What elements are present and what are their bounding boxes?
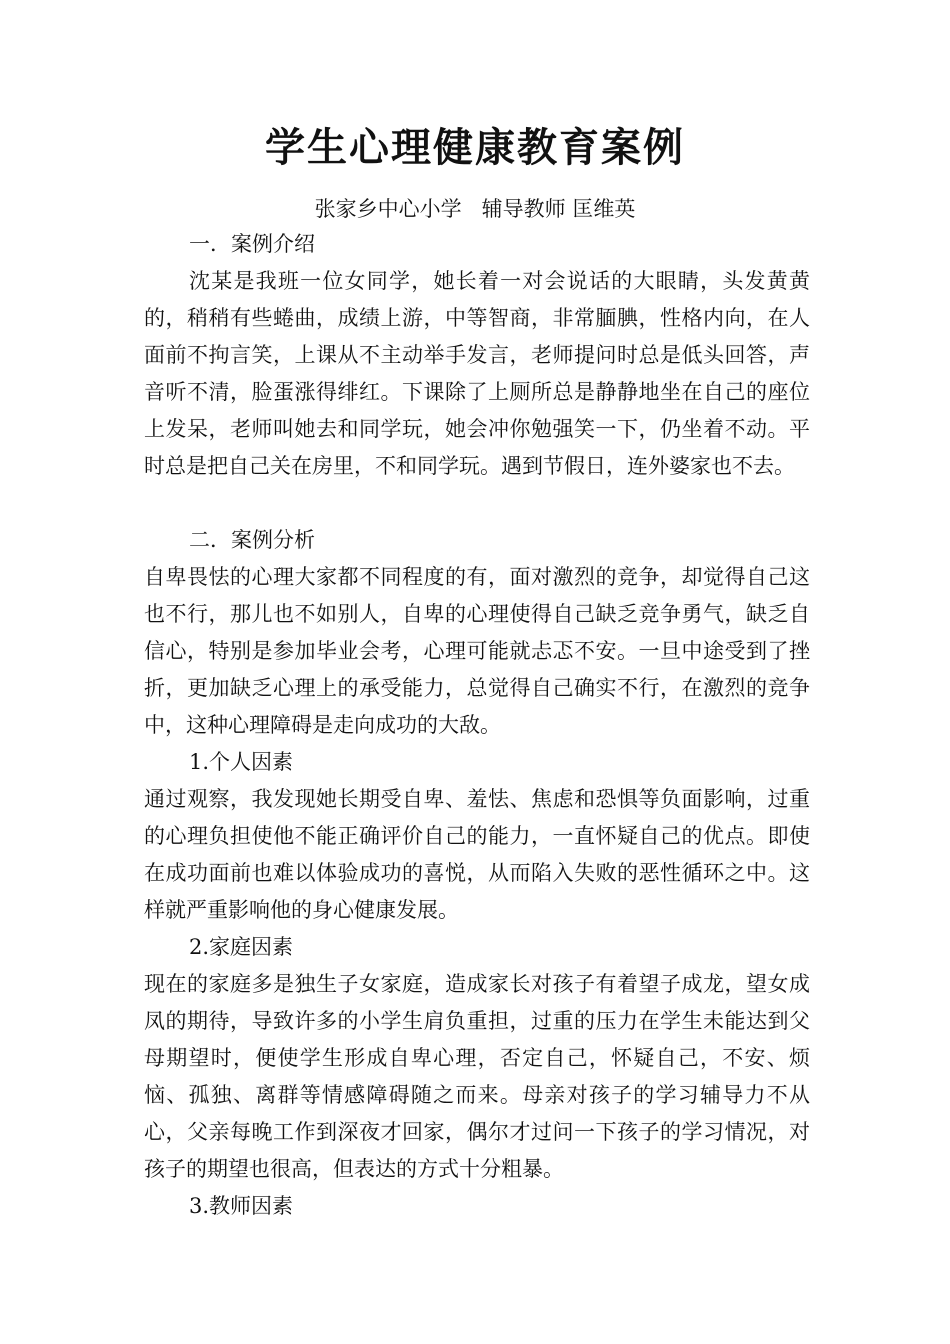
paragraph-family: 现在的家庭多是独生子女家庭，造成家长对孩子有着望子成龙，望女成凤的期待，导致许多的小学生肩负重担，过重的压力在学生未能达到父母期望时，便使学生形成自卑心理，否定自己，怀疑自己，不安、烦恼、孤独、离群等情感障碍随之而来。母亲对孩子的学习辅导力不从心，父亲每晚工作到深夜才回家，偶尔才过问一下孩子的学习情况，对孩子的期望也很高，但表达的方式十分粗暴。 xyxy=(144,972,810,1181)
paragraph-personal: 通过观察，我发现她长期受自卑、羞怯、焦虑和恐惧等负面影响，过重的心理负担使他不能正确评价自己的能力，一直怀疑自己的优点。即使在成功面前也难以体验成功的喜悦，从而陷入失败的恶性循环之中。这样就严重影响他的身心健康发展。 xyxy=(144,787,810,922)
paragraph-case-intro: 沈某是我班一位女同学，她长着一对会说话的大眼睛，头发黄黄的，稍稍有些蜷曲，成绩上游，中等智商，非常腼腆，性格内向，在人面前不拘言笑，上课从不主动举手发言，老师提问时总是低头回答，声音听不清，脸蛋涨得绯红。下课除了上厕所总是静静地坐在自己的座位上发呆，老师叫她去和同学玩，她会冲你勉强笑一下，仍坐着不动。平时总是把自己关在房里，不和同学玩。遇到节假日，连外婆家也不去。 xyxy=(144,269,810,478)
document-title: 学生心理健康教育案例 xyxy=(265,125,685,171)
document-subtitle: 张家乡中心小学 辅导教师 匡维英 xyxy=(314,197,636,221)
paragraph-case-analysis: 自卑畏怯的心理大家都不同程度的有，面对激烈的竞争，却觉得自己这也不行，那儿也不如别人，自卑的心理使得自己缺乏竞争勇气，缺乏自信心，特别是参加毕业会考，心理可能就忐忑不安。一旦中途受到了挫折，更加缺乏心理上的承受能力，总觉得自己确实不行，在激烈的竞争中，这种心理障碍是走向成功的大敌。 xyxy=(144,565,810,737)
section-heading-case-intro: 一．案例介绍 xyxy=(189,232,315,256)
subsection-heading-teacher: 3.教师因素 xyxy=(189,1194,294,1218)
subsection-heading-family: 2.家庭因素 xyxy=(189,935,294,959)
subsection-heading-personal: 1.个人因素 xyxy=(189,750,294,774)
section-heading-case-analysis: 二．案例分析 xyxy=(189,528,315,552)
